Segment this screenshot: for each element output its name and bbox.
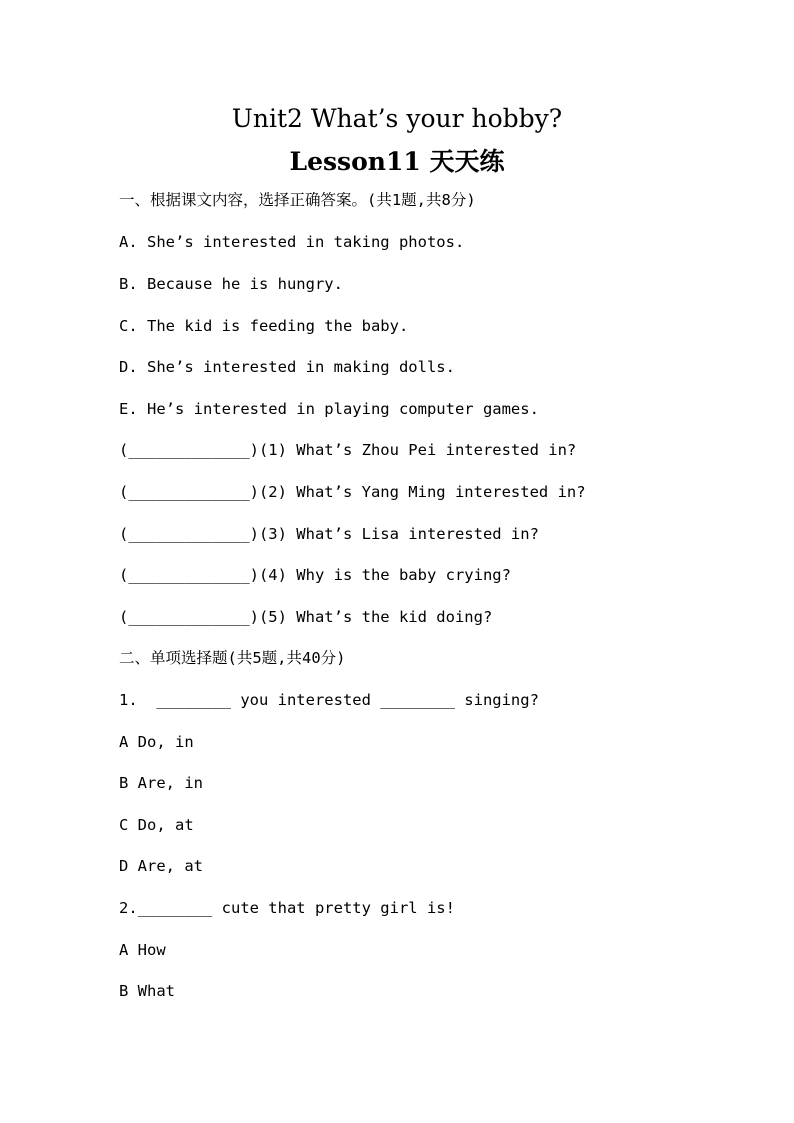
option-d: D. She’s interested in making dolls. [119, 358, 455, 376]
mc-q1-choice-c: C Do, at [119, 816, 194, 834]
mc-question-2: 2.________ cute that pretty girl is! [119, 899, 455, 917]
question-1: (_____________)(1) What’s Zhou Pei interested in? [119, 441, 577, 459]
mc-q2-choice-b: B What [119, 982, 175, 1000]
mc-question-1: 1. ________ you interested ________ singing? [119, 691, 539, 709]
option-a: A. She’s interested in taking photos. [119, 233, 465, 251]
mc-q1-choice-d: D Are, at [119, 857, 203, 875]
option-c: C. The kid is feeding the baby. [119, 317, 409, 335]
option-e: E. He’s interested in playing computer games. [119, 400, 539, 418]
mc-q1-choice-a: A Do, in [119, 733, 194, 751]
section2-heading: 二、单项选择题(共5题,共40分) [119, 649, 346, 667]
question-3: (_____________)(3) What’s Lisa interested in? [119, 525, 539, 543]
section1-heading: 一、根据课文内容，选择正确答案。(共1题,共8分) [119, 191, 476, 209]
document-subtitle: Lesson11 天天练 [289, 147, 505, 176]
question-4: (_____________)(4) Why is the baby crying? [119, 566, 511, 584]
question-2: (_____________)(2) What’s Yang Ming interested in? [119, 483, 586, 501]
document-title: Unit2 What’s your hobby? [231, 104, 563, 133]
question-5: (_____________)(5) What’s the kid doing? [119, 608, 493, 626]
mc-q2-choice-a: A How [119, 941, 166, 959]
option-b: B. Because he is hungry. [119, 275, 343, 293]
mc-q1-choice-b: B Are, in [119, 774, 203, 792]
